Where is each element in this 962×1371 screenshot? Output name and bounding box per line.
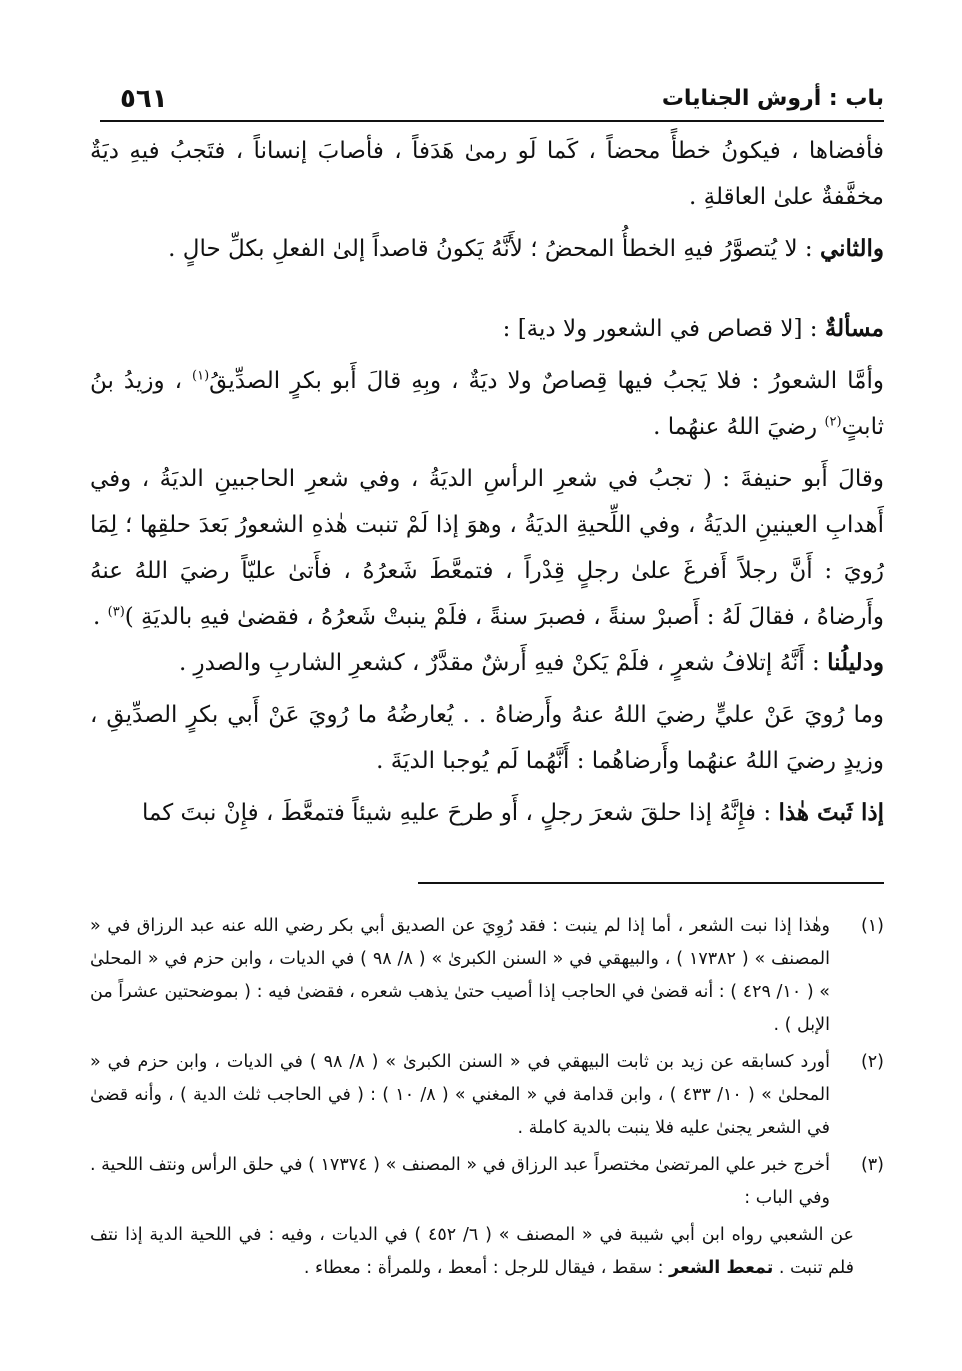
footnote-3-continuation [90, 1219, 884, 1285]
footnote-1 [90, 910, 884, 1042]
footnotes [90, 910, 884, 1285]
header-divider [100, 120, 884, 122]
footnote-ref-3[interactable]: (٣) [107, 604, 125, 620]
paragraph-4-part-b: . [93, 604, 101, 630]
footnote-divider [418, 882, 884, 884]
footnote-2-text: أورد كسابقه عن زيد بن ثابت البيهقي في « السنن الكبرىٰ » ( ٨/ ٩٨ ) في الديات ، وابن حزم في « المحلىٰ » ( ١٠/ ٤٣٣ ) ، وابن قدامة في « المغني » ( ٨/ ١٠ ) : ( في الحاجب ثلث الدية ) ، وأنه قضىٰ في الشعر يجنىٰ عليه فلا ينبت بالدية كاملة . [90, 1052, 830, 1138]
paragraph-5-lead: ودليلُنا [827, 649, 884, 676]
footnote-2-number: (٢) [860, 1052, 884, 1072]
paragraph-6: وما رُويَ عَنْ عليٍّ رضيَ اللهُ عنهُ وأَرضاهُ . . يُعارضُهُ ما رُويَ عَنْ أَبي بكرٍ الصدِّيقِ ، وزيدٍ رضيَ اللهُ عنهُما وأَرضاهُما : أَنَّهُما لَم يُوجبا الديَةَ . [90, 702, 884, 774]
footnote-ref-1[interactable]: (١) [192, 368, 210, 384]
footnote-3-cont-b: : سقط ، فيقال للرجل : أمعط ، وللمرأة : معطاء . [303, 1258, 664, 1278]
masala-lead: مسألةٌ [824, 315, 884, 342]
chapter-title: باب : أروش الجنايات [661, 86, 884, 111]
footnote-3-cont-a: عن الشعبي رواه ابن أبي شيبة في « المصنف » ( ٦/ ٤٥٢ ) في الديات ، وفيه : في اللحية الدية إذا نتف فلم تنبت . [90, 1225, 854, 1278]
footnote-1-text: وهٰذا إذا نبت الشعر ، أما إذا لم ينبت : فقد رُوِيَ عن الصديق أبي بكر رضي الله عنه عبد الرزاق في « المصنف » ( ١٧٣٨٢ ) ، والبيهقي في « السنن الكبرىٰ » ( ٨/ ٩٨ ) في الديات ، وابن حزم في « المحلىٰ » ( ١٠/ ٤٢٩ ) : أنه قضىٰ في الحاجب إذا أصيب حتىٰ يذهب شعره ، فقضىٰ فيه : ( بموضحتين عشراً من الإبل ) . [90, 916, 830, 1035]
paragraph-7-lead: إذا ثَبتَ هٰذا [778, 799, 884, 826]
footnote-3-text: أخرج خبر علي المرتضىٰ مختصراً عبد الرزاق في « المصنف » ( ١٧٣٧٤ ) في حلق الرأس ونتف اللحية . وفي الباب : [90, 1155, 830, 1208]
paragraph-5-text: : أَنَّهُ إتلافُ شعرٍ ، فلَمْ يَكنْ فيهِ أَرشٌ مقدَّرٌ ، كشعرِ الشاربِ والصدرِ . [178, 650, 820, 676]
paragraph-5 [90, 640, 884, 686]
footnote-1-number: (١) [860, 916, 884, 936]
paragraph-3 [90, 358, 884, 450]
page-header [110, 80, 884, 120]
footnote-3-number: (٣) [860, 1155, 884, 1175]
main-text [90, 128, 884, 836]
paragraph-3-part-a: وأمَّا الشعورُ : فلا يَجبُ فيها قِصاصٌ ولا ديَةٌ ، وبِهِ قالَ أَبو بكرٍ الصدِّيقُ [209, 368, 885, 394]
paragraph-2 [90, 226, 884, 272]
paragraph-7 [90, 790, 884, 836]
paragraph-2-text: : لا يُتصوَّرُ فيهِ الخطأُ المحضُ ؛ لأَنَّهُ يَكونُ قاصداً إلىٰ الفعلِ بكلِّ حالٍ . [168, 236, 813, 262]
footnote-3 [90, 1149, 884, 1215]
paragraph-7-text: : فإِنَّهُ إذا حلقَ شعرَ رجلٍ ، أَو طرحَ عليهِ شيئاً فتمعَّطَ ، فإِنْ نبتَ كما [141, 800, 772, 826]
paragraph-4-part-a: وقالَ أَبو حنيفةَ : ( تجبُ في شعرِ الرأسِ الديَةُ ، وفي شعرِ الحاجبينِ الديَةُ ، وفي أَهدابِ العينينِ الديَةُ ، وفي اللِّحيةِ الديَةُ ، وهوَ إذا لَمْ تنبت هٰذهِ الشعورُ بَعدَ حلقِها ؛ لِمَا رُويَ : أَنَّ رجلاً أَفرغَ علىٰ رجلٍ قِدْراً ، فتمعَّطَ شَعرُهُ ، فأَتىٰ عليّاً رضيَ اللهُ عنهُ وأَرضاهُ ، فقالَ لَهُ : أَصبرْ سنةً ، فصبرَ سنةً ، فلَمْ ينبتْ شَعرُهُ ، فقضىٰ فيهِ بالديَةِ ) [90, 466, 884, 630]
masala-text: : [لا قصاص في الشعور ولا دية] : [502, 316, 818, 342]
footnote-ref-2[interactable]: (٢) [824, 414, 842, 430]
paragraph-3-part-c: رضيَ اللهُ عنهُما . [653, 414, 818, 440]
page-number: ٥٦١ [120, 84, 168, 114]
paragraph-2-lead: والثاني [819, 235, 884, 262]
paragraph-4 [90, 456, 884, 640]
footnote-2 [90, 1046, 884, 1145]
footnote-3-cont-lead: تمعط الشعر [669, 1258, 774, 1278]
paragraph-3-part-b: ، وزيدُ بنُ ثابتٍ [90, 368, 884, 440]
paragraph-1: فأفضاها ، فيكونُ خطأً محضاً ، كَما لَو رمىٰ هَدَفاً ، فأصابَ إنساناً ، فتَجبُ فيهِ ديَةٌ مخفَّفةٌ علىٰ العاقلةِ . [90, 138, 884, 210]
masala-heading [90, 306, 884, 352]
